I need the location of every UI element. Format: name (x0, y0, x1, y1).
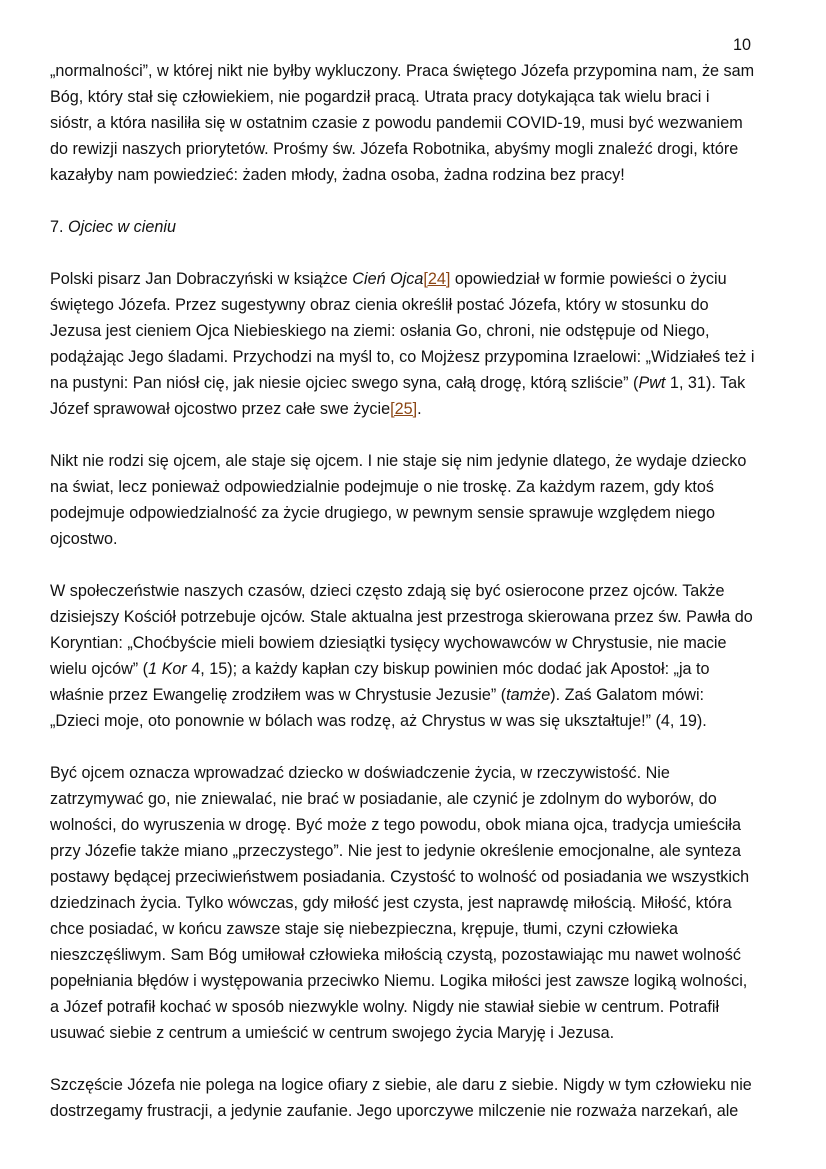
text-line: usuwać siebie z centrum a umieścić w centrum swojego życia Maryję i Jezusa. (50, 1024, 615, 1042)
text-span: na pustyni: Pan niósł cię, jak niesie ojciec swego syna, całą drogę, którą szliście” ( (50, 374, 639, 392)
text-line: Być ojcem oznacza wprowadzać dziecko w doświadczenie życia, w rzeczywistość. Nie (50, 764, 670, 782)
text-line (50, 656, 790, 682)
text-span: 1, 31). Tak (665, 374, 746, 392)
text-line: sióstr, a która nasiliła się w ostatnim czasie z powodu pandemii COVID-19, musi być wezwaniem (50, 114, 743, 132)
paragraph-4 (50, 578, 790, 734)
text-line: nieszczęśliwym. Sam Bóg umiłował człowieka miłością czystą, pozostawiając mu nawet wolność (50, 946, 741, 964)
section-number: 7. (50, 218, 64, 236)
paragraph-1 (50, 58, 790, 188)
paragraph-6 (50, 1072, 790, 1124)
book-title: Cień Ojca (352, 270, 424, 288)
text-line: na świat, lecz ponieważ odpowiedzialnie podejmuje o nie troskę. Za każdym razem, gdy ktoś (50, 478, 715, 496)
paragraph-2 (50, 266, 790, 422)
paragraph-3 (50, 448, 790, 552)
bible-book-ref: Pwt (638, 374, 666, 392)
page-number: 10 (733, 36, 752, 54)
section-heading (50, 214, 790, 240)
text-span: 4, 15); a każdy kapłan czy biskup powinien móc dodać jak Apostoł: „ja to (186, 660, 710, 678)
text-span: wielu ojców” ( (50, 660, 149, 678)
text-line: popełniania błędów i występowania przeciwko Niemu. Logika miłości jest zawsze logiką wolności, (50, 972, 748, 990)
text-line: dziedzinach życia. Tylko wówczas, gdy miłość jest czysta, jest naprawdę miłością. Miłość, która (50, 894, 732, 912)
text-span: właśnie przez Ewangelię zrodziłem was w Chrystusie Jezusie” ( (50, 686, 507, 704)
text-line: W społeczeństwie naszych czasów, dzieci często zdają się być osierocone przez ojców. Także (50, 582, 725, 600)
text-line: podejmuje odpowiedzialność za życie drugiego, w pewnym sensie sprawuje względem niego (50, 504, 715, 522)
text-line: dzisiejszy Kościół potrzebuje ojców. Stale aktualna jest przestroga skierowana przez św. Pawła do (50, 608, 753, 626)
text-line: Koryntian: „Choćbyście mieli bowiem dziesiątki tysięcy wychowawców w Chrystusie, nie macie (50, 634, 727, 652)
text-line: przy Józefie także miano „przeczystego”. Nie jest to jedynie określenie emocjonalne, ale synteza (50, 842, 742, 860)
text-line (50, 266, 790, 292)
text-line: ojcostwo. (50, 530, 118, 548)
text-span: Polski pisarz Jan Dobraczyński w książce (50, 270, 353, 288)
text-line: dostrzegamy frustracji, a jedynie zaufanie. Jego uporczywe milczenie nie rozważa narzekań, ale (50, 1102, 739, 1120)
text-span: ). Zaś Galatom mówi: (550, 686, 705, 704)
text-line: kazałyby nam powiedzieć: żaden młody, żadna osoba, żadna rodzina bez pracy! (50, 166, 625, 184)
text-line (50, 370, 790, 396)
paragraph-5 (50, 760, 790, 1046)
italic-ref: tamże (506, 686, 551, 704)
text-line: podążając Jego śladami. Przychodzi na myśl to, co Mojżesz przypomina Izraelowi: „Widziałeś też i (50, 348, 755, 366)
text-line: postawy będącej przeciwieństwem posiadania. Czystość to wolność od posiadania we wszystkich (50, 868, 750, 886)
text-line: „Dzieci moje, oto ponownie w bólach was rodzę, aż Chrystus w was się ukształtuje!” (4, 19). (50, 712, 707, 730)
text-span: . (417, 400, 422, 418)
text-span: opowiedział w formie powieści o życiu (450, 270, 727, 288)
footnote-link-24[interactable]: [24] (423, 270, 451, 288)
text-line: „normalności”, w której nikt nie byłby wykluczony. Praca świętego Józefa przypomina nam, że sam (50, 62, 755, 80)
text-line: Bóg, który stał się człowiekiem, nie pogardził pracą. Utrata pracy dotykająca tak wielu braci i (50, 88, 710, 106)
text-line: chce posiadać, w końcu zawsze staje się niebezpieczna, krępuje, tłumi, czyni człowieka (50, 920, 679, 938)
text-span: Józef sprawował ojcostwo przez całe swe życie (50, 400, 391, 418)
footnote-link-25[interactable]: [25] (390, 400, 418, 418)
text-line: Nikt nie rodzi się ojcem, ale staje się ojcem. I nie staje się nim jedynie dlatego, że wydaje dziecko (50, 452, 747, 470)
bible-book-ref: 1 Kor (148, 660, 187, 678)
text-line: wolności, do wyruszenia w drogę. Być może z tego powodu, obok miana ojca, tradycja umieściła (50, 816, 742, 834)
text-line: a Józef potrafił kochać w sposób niezwykle wolny. Nigdy nie stawiał siebie w centrum. Potrafił (50, 998, 720, 1016)
document-body (50, 58, 790, 1124)
text-line (50, 682, 790, 708)
text-line (50, 396, 790, 422)
text-line: zatrzymywać go, nie zniewalać, nie brać w posiadanie, ale czynić je zdolnym do wyborów, do (50, 790, 717, 808)
text-line: Szczęście Józefa nie polega na logice ofiary z siebie, ale daru z siebie. Nigdy w tym człowieku nie (50, 1076, 752, 1094)
text-line: do rewizji naszych priorytetów. Prośmy św. Józefa Robotnika, abyśmy mogli znaleźć drogi, które (50, 140, 739, 158)
text-line: Jezusa jest cieniem Ojca Niebieskiego na ziemi: osłania Go, chroni, nie odstępuje od Niego, (50, 322, 710, 340)
section-title: Ojciec w cieniu (68, 218, 176, 236)
text-line: świętego Józefa. Przez sugestywny obraz cienia określił postać Józefa, który w stosunku do (50, 296, 709, 314)
